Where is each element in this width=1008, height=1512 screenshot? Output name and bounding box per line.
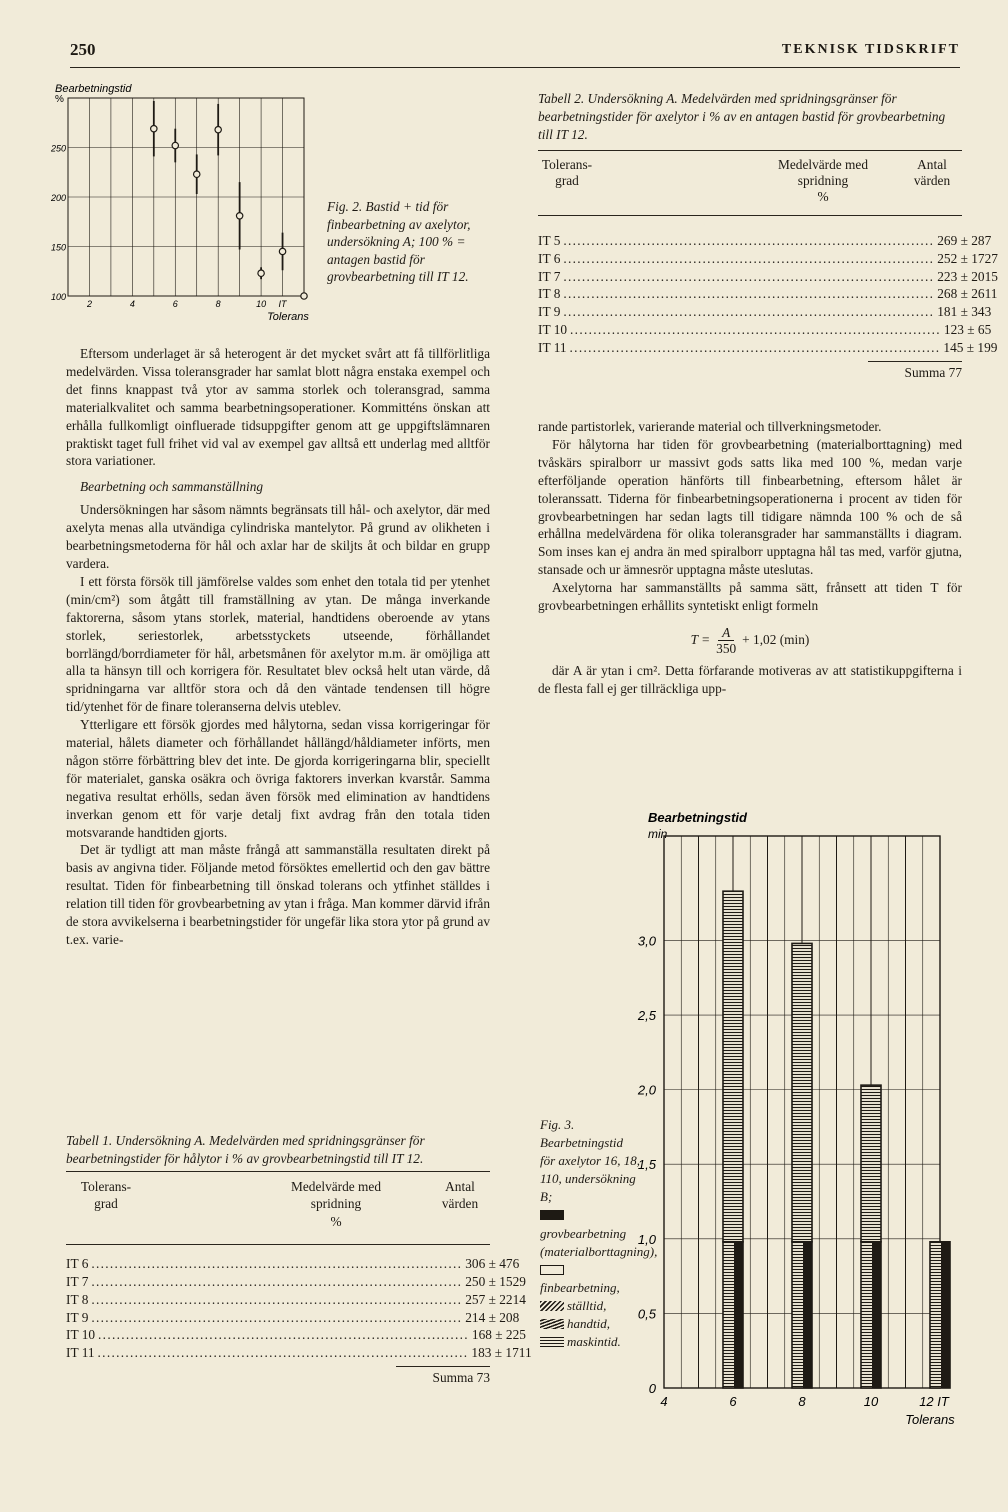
fig2-xlabel: Tolerans — [267, 311, 309, 323]
table1-col-grade-l2: grad — [94, 1196, 118, 1212]
table-row — [538, 250, 998, 268]
fig2-ytick: 100 — [50, 292, 66, 302]
table1-head-rule — [66, 1244, 490, 1245]
legend-label: handtid, — [567, 1316, 610, 1332]
row-dots: ................................................................................ — [91, 1255, 463, 1271]
row-dots: ................................................................................ — [570, 322, 941, 338]
table-row — [66, 1291, 526, 1309]
fig2-point — [194, 171, 200, 177]
table1-col-count-l2: värden — [441, 1196, 479, 1212]
fig2-point — [151, 125, 157, 131]
row-count: 27 — [984, 250, 998, 266]
row-grade: IT 9 — [66, 1309, 89, 1325]
table2 — [538, 90, 998, 382]
fig3-xtick: 4 — [660, 1394, 668, 1409]
fig2-yunit: % — [55, 94, 64, 105]
fig2-xtick: 4 — [129, 299, 135, 309]
table2-col-grade — [538, 157, 596, 189]
row-count: 3 — [984, 304, 992, 320]
formula-fraction — [716, 625, 736, 656]
table1-sum-rule — [396, 1366, 490, 1367]
legend-entry — [540, 1315, 640, 1333]
fig3-bar-grov-right — [872, 1242, 881, 1388]
table-row — [66, 1309, 520, 1327]
left-paragraph-2: Undersökningen har såsom nämnts begränsats till hål- och axelytor, där med axelyta menas alla utvändiga cylindriska mantelytor. På grund av olikheten i bearbetningsmetoderna för hål och axlar har de skiljts åt och bildar en grupp vardera. — [66, 502, 490, 571]
fig3-xtick: 8 — [798, 1394, 806, 1409]
legend-entry — [540, 1261, 640, 1297]
page-number: 250 — [70, 40, 96, 59]
row-mean: 252 ± 17 — [937, 250, 985, 266]
row-dots: ................................................................................ — [91, 1309, 463, 1325]
table1-head — [66, 1178, 490, 1244]
table1-rows — [66, 1255, 532, 1362]
fig2-xtick: 10 — [256, 299, 267, 309]
row-dots: ................................................................................ — [563, 286, 935, 302]
fig2-xtick: 6 — [172, 299, 178, 309]
table1-col-mean-l2: spridning — [310, 1196, 362, 1212]
table2-head — [538, 157, 962, 215]
table1-top-rule — [66, 1171, 490, 1172]
fig3-ytick: 2,5 — [637, 1008, 656, 1024]
row-count: 29 — [512, 1273, 526, 1289]
fig3-bar-fin — [723, 891, 743, 1242]
row-dots: ................................................................................ — [91, 1291, 463, 1307]
table-row — [538, 232, 992, 250]
fig2-point — [279, 248, 285, 254]
row-grade: IT 7 — [538, 268, 561, 284]
fig2-xtick: 8 — [215, 299, 221, 309]
fig2-ytick: 250 — [50, 143, 66, 154]
legend-label: finbearbetning, — [540, 1279, 620, 1295]
row-dots: ................................................................................ — [563, 304, 935, 320]
legend-label: maskintid. — [567, 1334, 621, 1350]
right-text-column — [538, 418, 962, 698]
row-grade: IT 8 — [66, 1291, 89, 1307]
table2-col-count-l1: Antal — [917, 156, 947, 172]
table-row — [538, 268, 998, 286]
table1-col-grade-l1: Tolerans- — [80, 1178, 132, 1194]
table2-col-count — [902, 157, 962, 189]
table1-sum: Summa 73 — [432, 1370, 490, 1386]
table1-col-count-l1: Antal — [445, 1178, 475, 1194]
row-mean: 223 ± 20 — [937, 268, 985, 284]
header-rule — [70, 67, 960, 68]
row-grade: IT 11 — [538, 340, 567, 356]
fig3-yunit: min — [648, 827, 668, 841]
legend-entry — [540, 1333, 640, 1351]
fig2-ylabel: Bearbetningstid — [55, 83, 132, 95]
row-grade: IT 6 — [538, 250, 561, 266]
legend-label: grovbearbetning (materialborttagning), — [540, 1225, 658, 1259]
table2-col-mean-l1: Medelvärde med — [777, 156, 869, 172]
row-dots: ................................................................................ — [97, 1345, 469, 1361]
row-mean: 214 ± 20 — [465, 1309, 513, 1325]
legend-swatch — [540, 1337, 564, 1347]
row-dots: ................................................................................ — [91, 1273, 463, 1289]
row-grade: IT 6 — [66, 1255, 89, 1271]
row-grade: IT 5 — [538, 232, 561, 248]
fig2-point — [258, 270, 264, 276]
row-count: 5 — [984, 322, 992, 338]
table2-title: Tabell 2. Undersökning A. Medelvärden med spridningsgränser för bearbetningstider för axelytor i % av en antagen bastid för grovbearbetning till IT 12. — [538, 91, 946, 142]
row-grade: IT 8 — [538, 286, 561, 302]
table1-title: Tabell 1. Undersökning A. Medelvärden med spridningsgränser för bearbetningstider för hålytor i % av grovbearbetningstid till IT 12. — [66, 1133, 425, 1166]
fig2-xtick: 2 — [86, 299, 92, 309]
fig2-xtick: IT — [278, 299, 287, 309]
fig3-bar-grov-right — [941, 1242, 950, 1388]
table-row — [66, 1344, 532, 1362]
row-mean: 257 ± 22 — [465, 1291, 513, 1307]
legend-entry — [540, 1297, 640, 1315]
fig3-ytick: 0,5 — [637, 1306, 656, 1322]
formula-rhs: + 1,02 (min) — [742, 632, 810, 648]
fig3-bar-grov-right — [803, 1242, 812, 1388]
table-row — [538, 303, 992, 321]
fig2-point — [215, 126, 221, 132]
fig2-point — [301, 293, 307, 299]
table-row — [538, 321, 992, 339]
right-paragraph-4: där A är ytan i cm². Detta förfarande motiveras av att statistikuppgifterna i de flesta fall ej ger tillräckliga upp- — [538, 662, 962, 696]
legend-label: ställtid, — [567, 1297, 607, 1313]
table1-col-mean-l3: % — [330, 1214, 342, 1229]
left-paragraph-1: Eftersom underlaget är så heterogent är det mycket svårt att få tillförlitliga medelvärden. Vissa toleransgrader har samlat blott några enstaka exempel och det finns knappast två ytor av samma storlek och toleransgrad, samma materialkvalitet och samma bearbetningsoperationer. Kommitténs önskan att erhålla fullkomligt oinfluerade tidsuppgifter genom att ge uppgiftslämnaren praktiskt taget full frihet vid val av exempel gav alltså ett underlag med alltför stora variationer. — [66, 346, 490, 469]
table-row — [66, 1273, 526, 1291]
section-subhead: Bearbetning och sammanställning — [80, 479, 264, 495]
row-mean: 183 ± 17 — [471, 1345, 519, 1361]
formula-lhs: T = — [690, 632, 711, 648]
left-paragraph-5: Det är tydligt att man måste frångå att sammanställa resultaten direkt på basis av angivna tider. Följande metod försöktes emellertid och den gav bättre resultat. Tiden för finbearbetning till önskad tolerans och ytfinhet ställdes i relation till tiden för grovbearbetning av ytan i fråga. Man kommer därvid ifrån de stora avvikelserna i bearbetningstider för ungefär lika stora ytor på grund av t.ex. varie- — [66, 842, 490, 947]
formula — [538, 625, 962, 656]
row-mean: 145 ± 19 — [943, 340, 991, 356]
fig3-chart — [637, 806, 970, 1436]
row-mean: 123 ± 6 — [943, 322, 985, 338]
fig3-xlabel: Tolerans — [905, 1412, 955, 1427]
row-grade: IT 11 — [66, 1345, 95, 1361]
formula-numerator: A — [718, 625, 734, 641]
fig2-ytick: 200 — [50, 193, 66, 203]
left-paragraph-4: Ytterligare ett försök gjordes med hålytorna, sedan vissa korrigeringar för material, hålets diameter och förhållandet hållängd/håldiameter införts, men någon större förbättring blev det inte. De gjorda korrigeringarna blir, speciellt för materialet, ganska osäkra och övriga faktorers inverkan kvarstår. Samma negativa resultat erhölls, sedan även försök med elimination av handtidens inverkan genom ett för varje detalj fixt avdrag från den totala tiden motsvarande handtiden gjorts. — [66, 717, 490, 840]
table1 — [66, 1132, 532, 1387]
table2-head-rule — [538, 215, 962, 216]
row-grade: IT 9 — [538, 304, 561, 320]
row-grade: IT 10 — [66, 1327, 96, 1343]
table2-col-mean-l3: % — [817, 188, 829, 204]
fig3-ytick: 2,0 — [637, 1082, 656, 1098]
row-dots: ................................................................................ — [563, 268, 935, 284]
fig3-xtick: 6 — [729, 1394, 737, 1409]
fig3-ytick: 0 — [648, 1381, 656, 1396]
table2-rows — [538, 232, 998, 357]
table2-sum-rule — [868, 361, 962, 362]
row-grade: IT 10 — [538, 322, 568, 338]
fig3-caption-intro: Fig. 3. Bearbetningstid för axelytor 16, 18, 110, undersökning B; — [540, 1117, 641, 1205]
row-count: 14 — [512, 1291, 526, 1307]
table2-col-count-l2: värden — [913, 172, 951, 188]
fig3-xtick: 12 IT — [919, 1394, 949, 1409]
right-paragraph-2: För hålytorna har tiden för grovbearbetning (materialborttagning) med tvåskärs spiralborr ur massivt gods satts lika med 100 %, medan varje efterföljande operation hänförts till finbearbetning, eftersom hålet är toleranssatt. Tiderna för finbearbetningsoperationerna i procent av tiden för grovbearbetningen har sedan lagts till tidigare nämnda 100 % och de så erhållna medelvärdena för olika toleransgrader har sammanställts i diagram. Som inses kan ej andra än med spiralborr upptagna hål tas med, varför gjutna, stansade och ur ämnesrör upptagna måste uteslutas. — [538, 436, 962, 578]
table2-col-mean — [748, 157, 898, 205]
fig2-caption: Fig. 2. Bastid + tid för finbearbetning av axelytor, undersökning A; 100 % = antagen bastid för grovbearbetning till IT 12. — [327, 199, 471, 285]
row-count: 11 — [518, 1345, 532, 1361]
fig3-bar-grov-right — [734, 1242, 743, 1388]
table-row — [538, 339, 998, 357]
fig2-point — [236, 213, 242, 219]
row-mean: 250 ± 15 — [465, 1273, 513, 1289]
row-dots: ................................................................................ — [569, 340, 941, 356]
row-count: 9 — [990, 340, 998, 356]
journal-title: TEKNISK TIDSKRIFT — [781, 42, 960, 57]
fig2-ytick: 150 — [50, 242, 66, 253]
fig3-bar-fin — [792, 943, 812, 1241]
fig2-chart — [50, 78, 320, 328]
row-count: 8 — [512, 1309, 520, 1325]
row-count: 5 — [519, 1327, 526, 1343]
row-count: 11 — [984, 286, 998, 302]
fig3-ylabel: Bearbetningstid — [648, 810, 747, 825]
fig3-ytick: 3,0 — [637, 933, 656, 949]
right-paragraph-1: rande partistorlek, varierande material och tillverkningsmetoder. — [538, 419, 882, 434]
table2-top-rule — [538, 150, 962, 151]
table2-col-grade-l1: Tolerans- — [541, 156, 593, 172]
row-mean: 306 ± 47 — [465, 1255, 513, 1271]
row-count: 6 — [512, 1255, 520, 1271]
row-dots: ................................................................................ — [98, 1327, 469, 1343]
table2-col-grade-l2: grad — [555, 172, 579, 188]
fig3-ytick: 1,5 — [637, 1157, 656, 1173]
table-row — [66, 1326, 526, 1344]
row-mean: 268 ± 26 — [937, 286, 985, 302]
table1-col-count — [430, 1178, 490, 1213]
legend-swatch — [540, 1319, 564, 1329]
fig3-bar-fin — [861, 1085, 881, 1242]
left-text-column — [66, 345, 490, 949]
table2-sum: Summa 77 — [904, 365, 962, 381]
right-paragraph-3: Axelytorna har sammanställts på samma sätt, frånsett att tiden T för grovbearbetningen erhållits syntetiskt enligt formeln — [538, 580, 962, 614]
table2-col-mean-l2: spridning — [797, 172, 849, 188]
table-row — [66, 1255, 520, 1273]
row-mean: 269 ± 28 — [937, 232, 985, 248]
row-mean: 181 ± 34 — [937, 304, 985, 320]
fig2-point — [172, 142, 178, 148]
legend-swatch — [540, 1210, 564, 1220]
row-count: 15 — [984, 268, 998, 284]
table1-col-grade — [66, 1178, 146, 1213]
fig3-ytick: 1,0 — [637, 1231, 656, 1247]
left-paragraph-3: I ett första försök till jämförelse valdes som enhet den totala tid per ytenhet (min/cm²) som åtgått till framställning av ytan. De många inverkande faktorerna, såsom ytans storlek, material, handtidens oberoende av ytans storlek, seriestorlek, arbetsstyckets utseende, förhållandet borrlängd/borrdiameter för hål, arbetsmånen för axelytor m.m. är omöjliga att alla ta hänsyn till och korrigera för. Resultatet blev också helt utan värde, då spridningarna var alltför stora och då den väntade tendensen till högre tid/ytenhet för de finare toleranserna delvis uteblev. — [66, 573, 490, 715]
legend-swatch — [540, 1265, 564, 1275]
table-row — [538, 285, 998, 303]
row-grade: IT 7 — [66, 1273, 89, 1289]
legend-swatch — [540, 1301, 564, 1311]
fig3-xtick: 10 — [863, 1394, 879, 1409]
table1-col-mean-l1: Medelvärde med — [290, 1178, 382, 1194]
row-count: 7 — [984, 232, 992, 248]
formula-denominator: 350 — [716, 640, 737, 656]
table1-col-mean — [266, 1178, 406, 1231]
row-mean: 168 ± 22 — [471, 1327, 520, 1343]
row-dots: ................................................................................ — [563, 250, 935, 266]
row-dots: ................................................................................ — [563, 232, 935, 248]
